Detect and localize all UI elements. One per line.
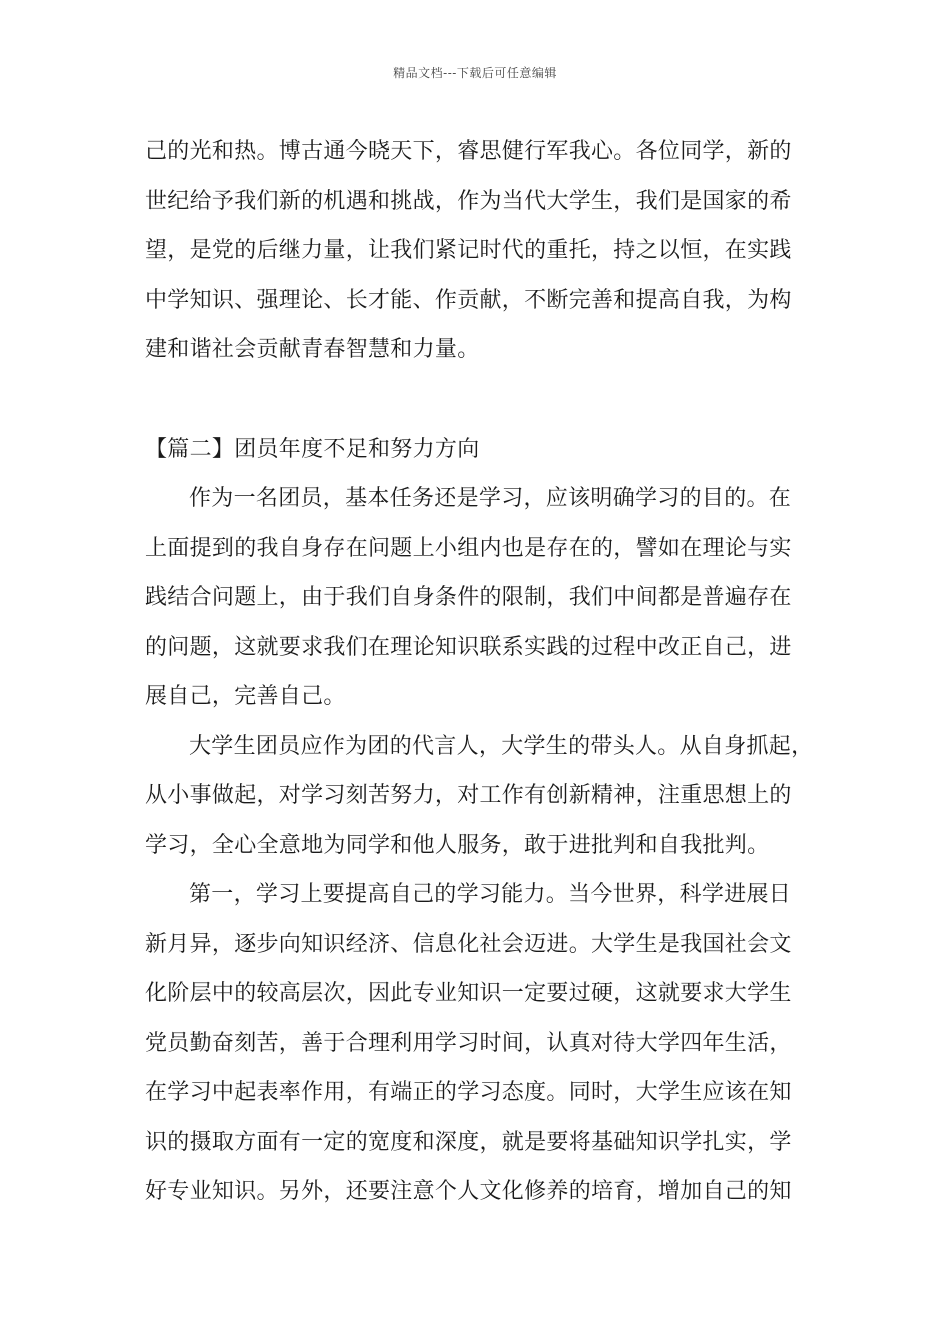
- text-line: 作为一名团员，基本任务还是学习，应该明确学习的目的。在: [189, 486, 792, 511]
- text-line: 从小事做起，对学习刻苦努力，对工作有创新精神，注重思想上的: [145, 783, 792, 808]
- text-line: 新月异，逐步向知识经济、信息化社会迈进。大学生是我国社会文: [145, 931, 792, 957]
- section-title: 【篇二】团员年度不足和努力方向: [145, 436, 480, 462]
- text-line: 的问题，这就要求我们在理论知识联系实践的过程中改正自己，进: [145, 634, 792, 660]
- page-header: 精品文档---下载后可任意编辑: [393, 66, 557, 80]
- text-line: 第一，学习上要提高自己的学习能力。当今世界，科学进展日: [189, 882, 792, 907]
- text-line: 在学习中起表率作用，有端正的学习态度。同时，大学生应该在知: [145, 1080, 792, 1105]
- text-line: 践结合问题上，由于我们自身条件的限制，我们中间都是普遍存在: [145, 585, 792, 610]
- text-line: 建和谐社会贡献青春智慧和力量。: [145, 337, 480, 362]
- text-line: 望，是党的后继力量，让我们紧记时代的重托，持之以恒，在实践: [145, 238, 792, 263]
- text-line: 中学知识、强理论、长才能、作贡献，不断完善和提高自我，为构: [145, 287, 792, 313]
- document-body: [145, 127, 815, 1217]
- paragraph-gap: [145, 375, 815, 425]
- paragraph-1: [145, 474, 815, 722]
- paragraph-2: [145, 722, 815, 871]
- text-line: 上面提到的我自身存在问题上小组内也是存在的，譬如在理论与实: [145, 535, 792, 561]
- text-line: 好专业知识。另外，还要注意个人文化修养的培育，增加自己的知: [145, 1179, 792, 1204]
- text-line: 化阶层中的较高层次，因此专业知识一定要过硬，这就要求大学生: [145, 981, 792, 1006]
- text-line: 学习，全心全意地为同学和他人服务，敢于进批判和自我批判。: [145, 832, 770, 858]
- text-line: 大学生团员应作为团的代言人，大学生的带头人。从自身抓起，: [189, 733, 814, 759]
- paragraph-3: [145, 870, 815, 1217]
- text-line: 党员勤奋刻苦，善于合理利用学习时间，认真对待大学四年生活，: [145, 1030, 792, 1056]
- text-line: 展自己，完善自己。: [145, 684, 346, 709]
- text-line: 世纪给予我们新的机遇和挑战，作为当代大学生，我们是国家的希: [145, 188, 792, 214]
- text-line: 识的摄取方面有一定的宽度和深度，就是要将基础知识学扎实，学: [145, 1129, 792, 1155]
- text-line: 己的光和热。博古通今晓天下，睿思健行军我心。各位同学，新的: [145, 139, 792, 164]
- paragraph-continuation: [145, 127, 815, 375]
